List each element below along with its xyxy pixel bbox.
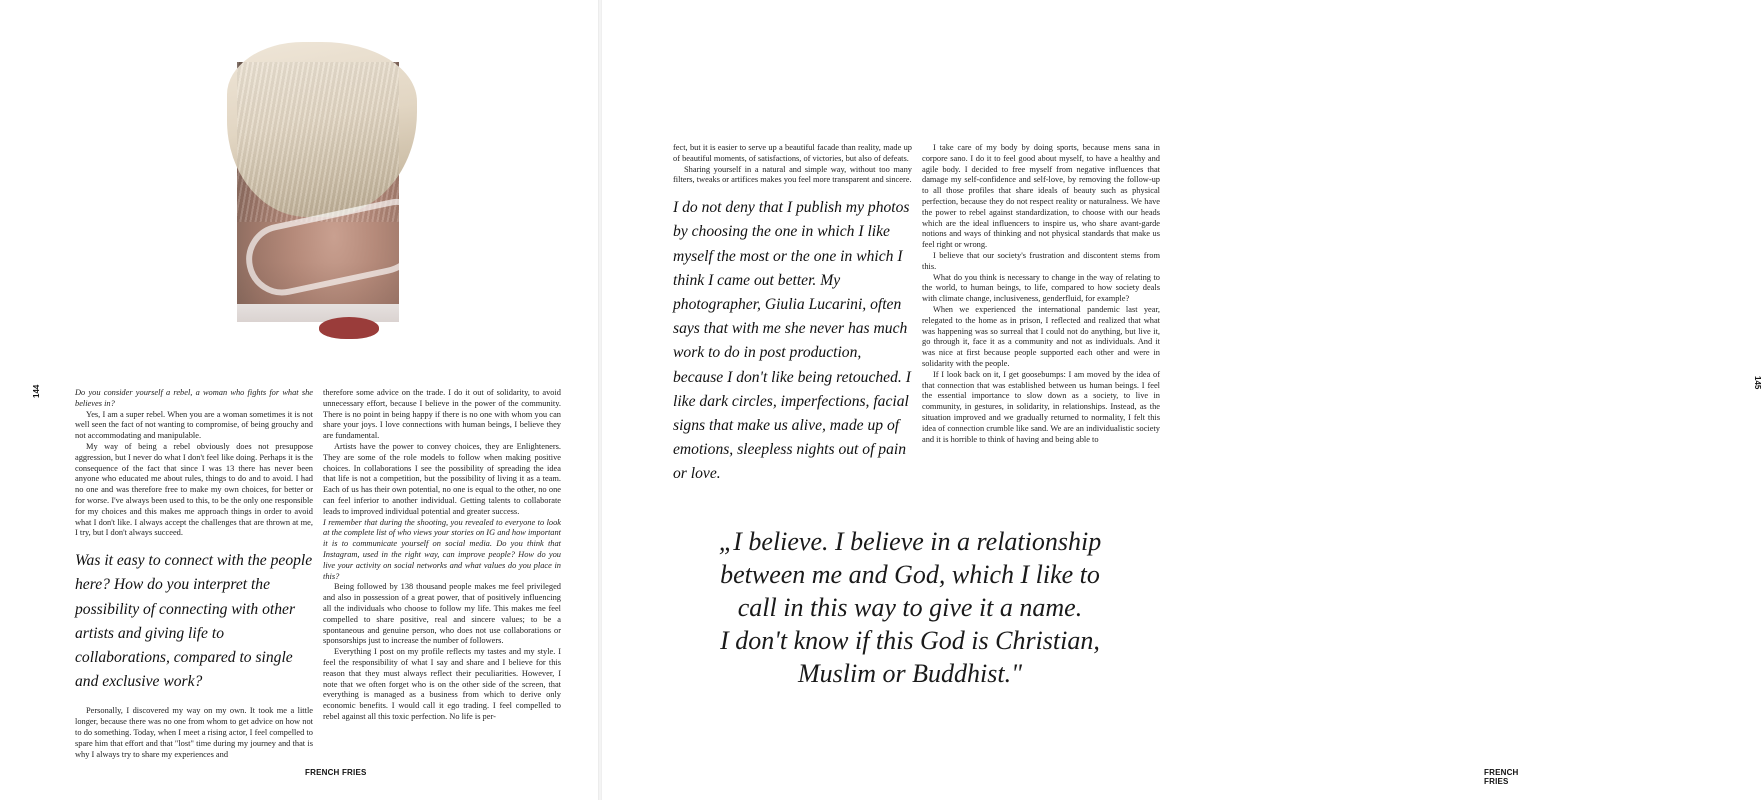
right-column-2 [922, 143, 1160, 445]
left-column-2 [323, 388, 561, 723]
paragraph: When we experienced the international pandemic last year, relegated to the home as in prison, I reflected and realized that what was happening was so surreal that I could not do anything, but live it, go through it, face it as a community and not as individuals. And it was nice at first because people supported each other and were in solidarity with the people. [922, 304, 1160, 368]
footer-left: FRENCH FRIES [305, 768, 367, 777]
footer-right: FRENCH FRIES [1484, 768, 1519, 786]
paragraph: Yes, I am a super rebel. When you are a woman sometimes it is not well seen the fact of not wanting to compromise, of being grouchy and not accommodating and manipulable. [75, 409, 313, 441]
right-column-1 [673, 143, 912, 499]
pull-quote-line: call in this way to give it a name. [737, 593, 1083, 622]
featured-question: Was it easy to connect with the people here? How do you interpret the possibility of connecting with other artists and giving life to collaborations, compared to single and exclusive work? [75, 552, 313, 691]
paragraph: Artists have the power to convey choices, they are Enlighteners. They are some of the role models to follow when making positive choices. In collaborations I see the possibility of spreading the idea that life is not a competition, but the possibility of living it as a team. Each of us has their own potential, no one is equal to the other, no one can feel inferior to another individual. Getting talents to collaborate leads to improved individual potential and greater success. [323, 441, 561, 516]
featured-quote: I do not deny that I publish my photos by choosing the one in which I like myself the most or the one in which I think I came out better. My photographer, Giulia Lucarini, often says that with me she never has much work to do in post production, because I don't like being retouched. I like dark circles, imperfections, facial signs that make us alive, made up of emotions, sleepless nights out of pain or love. [673, 199, 911, 483]
paragraph: fect, but it is easier to serve up a beautiful facade than reality, made up of beautiful moments, of satisfactions, of victories, but also of defeats. [673, 143, 912, 163]
pull-quote-line: „I believe. I believe in a relationship [718, 527, 1102, 556]
page-number-right: 145 [1753, 376, 1762, 390]
pull-quote-line: I don't know if this God is Christian, [720, 626, 1100, 655]
paragraph: I believe that our society's frustration and discontent stems from this. [922, 250, 1160, 271]
pull-quote [690, 525, 1130, 690]
paragraph: Everything I post on my profile reflects my tastes and my style. I feel the responsibility of what I say and share and I believe for this reason that they must always reflect their peculiarities. However, I note that we often forget who is on the other side of the screen, that everything is managed as a business from which to derive only economic benefits. I would call it ego trading. I feel compelled to rebel against all this toxic perfection. No life is per- [323, 647, 561, 721]
portrait-photo [237, 62, 399, 304]
interview-question: I remember that during the shooting, you revealed to everyone to look at the complete list of who views your stories on IG and how important it is to communicate yourself on social media. Do you think that Instagram, used in the right way, can improve people? How do you live your activity on social networks and what values do you place in this? [323, 517, 561, 581]
page-number-left: 144 [32, 384, 41, 398]
paragraph: My way of being a rebel obviously does not presuppose aggression, but I never do what I don't feel like doing. Perhaps it is the consequence of the fact that since I was 13 there has never been anyone who educated me about rules, things to do and to avoid. I had no one and was therefore free to make my own choices, for better or for worse. I've always been used to this, to be the only one responsible for my choices and this makes me approach things in order to avoid what I don't like. I always accept the challenges that are thrown at me, I try, but I don't always succeed. [75, 441, 313, 538]
paragraph: I take care of my body by doing sports, because mens sana in corpore sano. I do it to feel good about myself, to have a healthy and agile body. I decided to free myself from negative influences that damage my self-confidence and self-love, by removing the follow-up to all those profiles that share ideals of beauty such as physical perfection, because they do not respect reality or naturalness. We have the power to rebel against standardization, to choose with our heads which are the ideal influencers to inspire us, who share avant-garde notions and ways of thinking and not physical standards that make us feel right or wrong. [922, 143, 1160, 250]
pull-quote-line: Muslim or Buddhist." [798, 659, 1022, 688]
left-page [0, 0, 598, 800]
left-column-1 [75, 388, 313, 760]
paragraph: If I look back on it, I get goosebumps: I am moved by the idea of that connection that was established between us human beings. I feel the essential importance to slow down as a society, to live in community, in gestures, in solidarity, in relationships. Instead, as the situation improved and we gradually returned to normality, I felt this idea of connection crumble like sand. We are an individualistic society and it is horrible to think of having and being able to [922, 369, 1160, 444]
paragraph: Personally, I discovered my way on my own. It took me a little longer, because there was no one from whom to get advice on how not to do something. Today, when I meet a rising actor, I feel compelled to spare him that effort and that "lost" time during my journey and that is why I always try to share my experiences and [75, 706, 313, 759]
paragraph: therefore some advice on the trade. I do it out of solidarity, to avoid unnecessary effort, because I believe in the power of the community. There is no point in being happy if there is no one with whom you can share your joys. I love connections with human beings, I believe they are fundamental. [323, 388, 561, 441]
paragraph: Sharing yourself in a natural and simple way, without too many filters, tweaks or artifices makes you feel more transparent and sincere. [673, 164, 912, 185]
pull-quote-line: between me and God, which I like to [720, 560, 1100, 589]
interview-question: What do you think is necessary to change in the way of relating to the world, to human beings, to life, compared to how society deals with climate change, inclusiveness, genderfluid, for example? [922, 272, 1160, 304]
paragraph: Being followed by 138 thousand people makes me feel privileged and also in possession of a great power, that of positively influencing all the individuals who choose to follow my life. This makes me feel compelled to share positive, real and sincere values; to be a spontaneous and genuine person, who does not use collaborations or sponsorships just to increase the number of followers. [323, 582, 561, 646]
interview-question: Do you consider yourself a rebel, a woman who fights for what she believes in? [75, 388, 313, 408]
